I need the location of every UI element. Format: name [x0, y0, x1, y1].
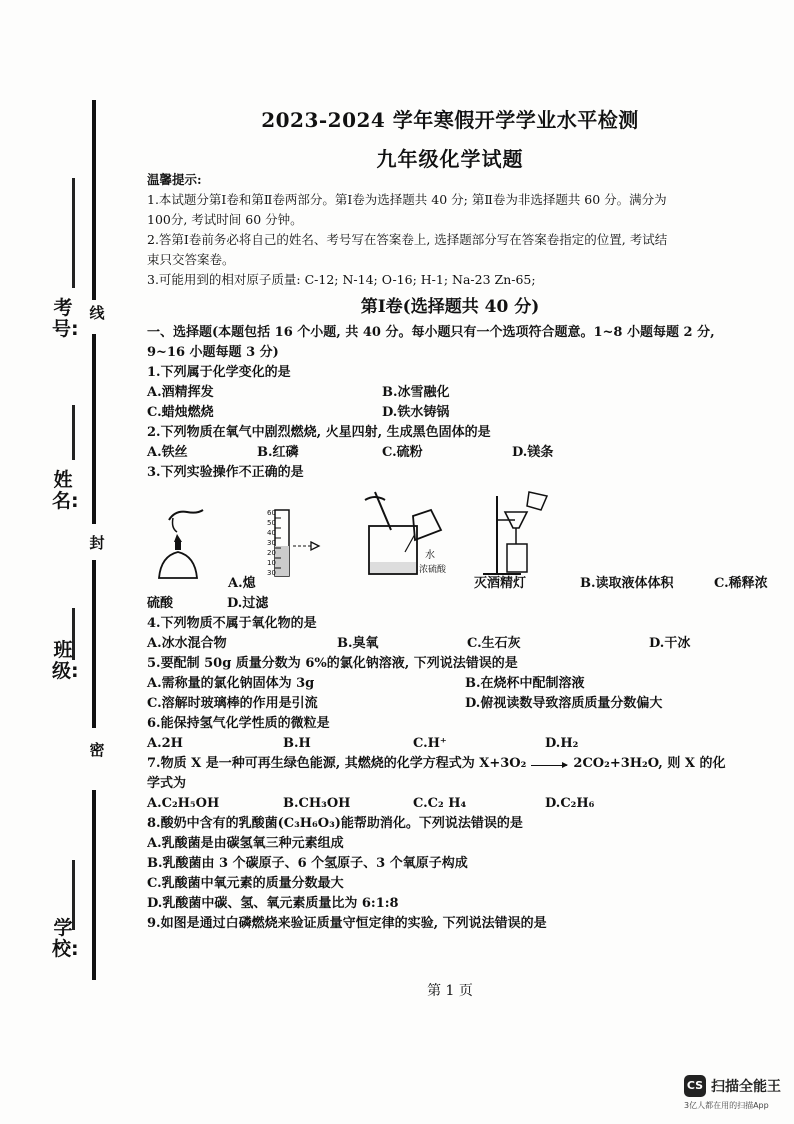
tick-label: 40 [267, 529, 276, 537]
secret-mark: 密 [89, 741, 105, 759]
q3-option-c-cont: 硫酸 [147, 596, 174, 611]
q7-stem-2: 学式为 [147, 776, 187, 791]
watermark-subtitle: 3亿人都在用的扫描App [684, 1101, 769, 1110]
q6-option-d: D.H₂ [545, 736, 579, 751]
q7-stem [147, 754, 777, 774]
q7-stem-end: 2CO₂+3H₂O, 则 X 的化 [573, 756, 726, 771]
q5-option-d: D.俯视读数导致溶质质量分数偏大 [465, 696, 663, 711]
tick-label: 20 [267, 549, 276, 557]
section-intro: 9~16 小题每题 3 分) [147, 345, 279, 360]
dilution-acid-label: 浓硫酸 [419, 565, 447, 575]
name-label: 姓名: [52, 469, 79, 512]
exam-title: 2023-2024 学年寒假开学学业水平检测 [261, 108, 639, 132]
q5-option-c: C.溶解时玻璃棒的作用是引流 [147, 696, 318, 711]
tips-block [147, 170, 777, 290]
q4-option-b: B.臭氧 [337, 636, 379, 651]
q4-stem: 4.下列物质不属于氧化物的是 [147, 616, 317, 631]
q8-stem: 8.酸奶中含有的乳酸菌(C₃H₆O₃)能帮助消化。下列说法错误的是 [147, 816, 523, 831]
reaction-arrow-icon [531, 759, 569, 769]
tick-label: 30 [267, 569, 276, 577]
tick-label: 50 [267, 519, 276, 527]
q2-option-a: A.铁丝 [147, 445, 188, 460]
q1-options-row1 [147, 383, 777, 403]
q3-option-c: C.稀释浓 [714, 576, 768, 591]
exam-no-underline [72, 178, 75, 288]
q6-option-a: A.2H [147, 736, 183, 751]
line-mark: 线 [89, 304, 105, 322]
q6-option-b: B.H [283, 736, 311, 751]
section-intro: 一、选择题(本题包括 16 个小题, 共 40 分。每小题只有一个选项符合题意。1~8 小题每题 2 分, [147, 325, 715, 340]
q5-options-row2 [147, 694, 777, 714]
q5-option-a: A.需称量的氯化钠固体为 3g [147, 676, 315, 691]
question-block-2 [147, 594, 777, 934]
q8-option-c: C.乳酸菌中氧元素的质量分数最大 [147, 876, 344, 891]
q1-option-c: C.蜡烛燃烧 [147, 405, 214, 420]
page-number: 第 1 页 [427, 983, 473, 999]
tips-heading: 温馨提示: [147, 172, 202, 187]
tips-line: 100分, 考试时间 60 分钟。 [147, 212, 303, 227]
binding-line-top [92, 100, 96, 300]
q7-option-a: A.C₂H₅OH [147, 796, 220, 811]
class-label: 班级: [52, 639, 79, 682]
binding-line-bottom [92, 790, 96, 980]
q7-option-b: B.CH₃OH [283, 796, 351, 811]
q3-figures [147, 500, 787, 580]
alcohol-lamp-figure [147, 500, 217, 580]
tips-line: 3.可能用到的相对原子质量: C-12; N-14; O-16; H-1; Na-23 Zn-65; [147, 272, 536, 287]
watermark-name: 扫描全能王 [711, 1079, 781, 1095]
exam-no-label: 考号: [52, 297, 79, 340]
section-title: 第Ⅰ卷(选择题共 40 分) [360, 297, 540, 317]
q8-option-b: B.乳酸菌由 3 个碳原子、6 个氢原子、3 个氧原子构成 [147, 856, 468, 871]
scanner-logo-icon: CS [684, 1075, 706, 1097]
q3-option-a-cont: 灭酒精灯 [474, 576, 527, 591]
q7-option-c: C.C₂ H₄ [413, 796, 467, 811]
q1-option-a: A.酒精挥发 [147, 385, 214, 400]
q7-options [147, 794, 777, 814]
q1-stem: 1.下列属于化学变化的是 [147, 365, 291, 380]
tick-label: 30 [267, 539, 276, 547]
q3-option-a: A.熄 [228, 576, 256, 591]
q8-option-a: A.乳酸菌是由碳氢氧三种元素组成 [147, 836, 344, 851]
tips-line: 1.本试题分第Ⅰ卷和第Ⅱ卷两部分。第Ⅰ卷为选择题共 40 分; 第Ⅱ卷为非选择题共 60 分。满分为 [147, 192, 667, 207]
q1-options-row2 [147, 403, 777, 423]
q6-stem: 6.能保持氢气化学性质的微粒是 [147, 716, 330, 731]
q6-options [147, 734, 777, 754]
q2-option-d: D.镁条 [512, 445, 554, 460]
q4-option-c: C.生石灰 [467, 636, 521, 651]
tick-label: 60 [267, 509, 276, 517]
q2-option-b: B.红磷 [257, 445, 299, 460]
q4-options [147, 634, 777, 654]
question-block [147, 323, 777, 483]
filtration-figure [475, 490, 555, 580]
q3-option-b: B.读取液体体积 [580, 576, 674, 591]
q9-stem: 9.如图是通过白磷燃烧来验证质量守恒定律的实验, 下列说法错误的是 [147, 916, 547, 931]
q8-option-d: D.乳酸菌中碳、氢、氧元素质量比为 6:1:8 [147, 896, 399, 911]
q5-options-row1 [147, 674, 777, 694]
q1-option-b: B.冰雪融化 [382, 385, 450, 400]
q4-option-d: D.干冰 [649, 636, 691, 651]
q7-stem-start: 7.物质 X 是一种可再生绿色能源, 其燃烧的化学方程式为 X+3O₂ [147, 756, 527, 771]
tips-line: 2.答第Ⅰ卷前务必将自己的姓名、考号写在答案卷上, 选择题部分写在答案卷指定的位置, 考试结 [147, 232, 668, 247]
q5-option-b: B.在烧杯中配制溶液 [465, 676, 585, 691]
dilution-water-label: 水 [425, 550, 435, 561]
name-underline [72, 405, 75, 460]
binding-line-mid [92, 334, 96, 524]
cylinder-ticks [267, 508, 276, 578]
q3-option-d: D.过滤 [227, 596, 269, 611]
seal-mark: 封 [89, 534, 105, 552]
q3-options-row2 [147, 594, 777, 614]
tips-line: 束只交答案卷。 [147, 252, 235, 267]
tick-label: 10 [267, 559, 276, 567]
q5-stem: 5.要配制 50g 质量分数为 6%的氯化钠溶液, 下列说法错误的是 [147, 656, 518, 671]
binding-line-low [92, 560, 96, 728]
watermark [684, 1075, 781, 1097]
q2-option-c: C.硫粉 [382, 445, 423, 460]
school-label: 学校: [52, 917, 79, 960]
q3-stem: 3.下列实验操作不正确的是 [147, 465, 304, 480]
q7-option-d: D.C₂H₆ [545, 796, 595, 811]
q6-option-c: C.H⁺ [413, 736, 447, 751]
q2-options [147, 443, 777, 463]
q1-option-d: D.铁水铸锅 [382, 405, 450, 420]
q2-stem: 2.下列物质在氧气中剧烈燃烧, 火星四射, 生成黑色固体的是 [147, 425, 491, 440]
q4-option-a: A.冰水混合物 [147, 636, 227, 651]
subject-title: 九年级化学试题 [376, 147, 524, 171]
